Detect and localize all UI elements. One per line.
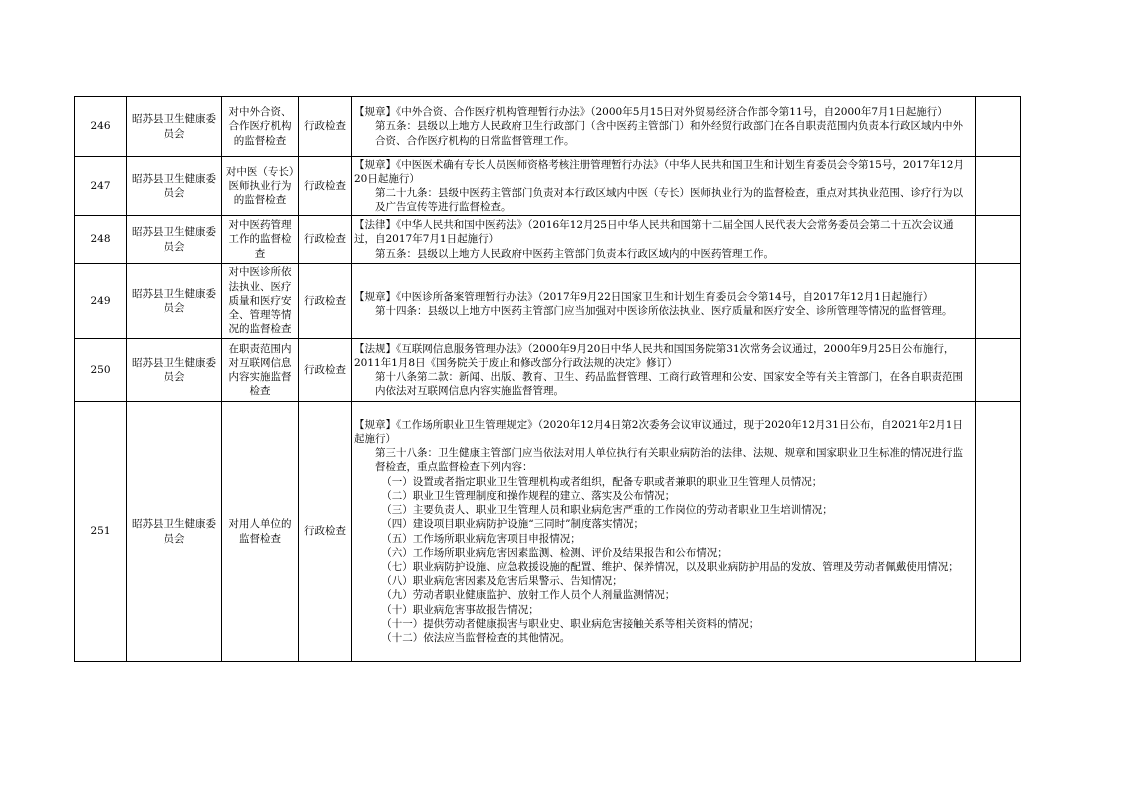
department-cell: 昭苏县卫生健康委员会 — [127, 97, 222, 157]
legal-basis-cell — [352, 402, 976, 662]
category-cell: 行政检查 — [299, 264, 352, 339]
department-cell: 昭苏县卫生健康委员会 — [127, 216, 222, 264]
remark-cell — [976, 97, 1021, 157]
remark-cell — [976, 157, 1021, 216]
table-row — [75, 157, 1021, 216]
basis-article: 第五条：县级以上地方人民政府中医药主管部门负责本行政区域内的中医药管理工作。 — [375, 247, 774, 260]
table-row — [75, 264, 1021, 339]
department-cell: 昭苏县卫生健康委员会 — [127, 157, 222, 216]
item-name-cell: 对用人单位的监督检查 — [222, 402, 299, 662]
department-cell: 昭苏县卫生健康委员会 — [127, 339, 222, 402]
item-name-cell: 对中医（专长）医师执业行为的监督检查 — [222, 157, 299, 216]
remark-cell — [976, 264, 1021, 339]
row-number: 248 — [75, 216, 127, 264]
basis-source: 【规章】《中外合资、合作医疗机构管理暂行办法》（2000年5月15日对外贸易经济合作部令第11号，自2000年7月1日起施行） — [354, 106, 948, 119]
table-row — [75, 97, 1021, 157]
legal-basis-cell — [352, 157, 976, 216]
legal-basis-cell — [352, 264, 976, 339]
basis-list-item: （二）职业卫生管理制度和操作规程的建立、落实及公布情况； — [381, 489, 676, 502]
row-number: 250 — [75, 339, 127, 402]
remark-cell — [976, 339, 1021, 402]
category-cell: 行政检查 — [299, 97, 352, 157]
basis-article: 第三十八条：卫生健康主管部门应当依法对用人单位执行有关职业病防治的法律、法规、规章和国家职业卫生标准的情况进行监督检查，重点监督检查下列内容： — [375, 447, 963, 474]
basis-source: 【规章】《中医诊所备案管理暂行办法》（2017年9月22日国家卫生和计划生育委员会令第14号，自2017年12月1日起施行） — [354, 290, 934, 303]
category-cell: 行政检查 — [299, 216, 352, 264]
row-number: 247 — [75, 157, 127, 216]
basis-source: 【法规】《互联网信息服务管理办法》（2000年9月20日中华人民共和国国务院第31次常务会议通过，2000年9月25日公布施行，2011年1月8日《国务院关于废止和修改部分行政法规的决定》修订） — [354, 342, 955, 369]
legal-basis-cell — [352, 97, 976, 157]
basis-source: 【规章】《工作场所职业卫生管理规定》（2020年12月4日第2次委务会议审议通过，现于2020年12月31日公布，自2021年2月1日起施行） — [354, 418, 963, 446]
basis-list-item: （六）工作场所职业病危害因素监测、检测、评价及结果报告和公布情况； — [381, 546, 728, 559]
category-cell: 行政检查 — [299, 402, 352, 662]
basis-list-item: （五）工作场所职业病危害项目申报情况； — [381, 532, 581, 545]
category-cell: 行政检查 — [299, 339, 352, 402]
row-number: 251 — [75, 402, 127, 662]
basis-list-item: （四）建设项目职业病防护设施“三同时”制度落实情况； — [381, 518, 645, 531]
item-name-cell: 对中医药管理工作的监督检查 — [222, 216, 299, 264]
basis-list-item: （三）主要负责人、职业卫生管理人员和职业病危害严重的工作岗位的劳动者职业卫生培训情况； — [381, 504, 833, 517]
table-row — [75, 339, 1021, 402]
basis-article: 第十四条：县级以上地方中医药主管部门应当加强对中医诊所依法执业、医疗质量和医疗安全、诊所管理等情况的监督管理。 — [375, 305, 953, 317]
basis-source: 【法律】《中华人民共和国中医药法》（2016年12月25日中华人民共和国第十二届全国人民代表大会常务委员会第二十五次会议通过，自2017年7月1日起施行） — [354, 219, 954, 246]
basis-source: 【规章】《中医医术确有专长人员医师资格考核注册管理暂行办法》（中华人民共和国卫生和计划生育委员会令第15号，2017年12月20日起施行） — [354, 158, 964, 185]
basis-list-item: （十二）依法应当监督检查的其他情况。 — [381, 631, 571, 644]
basis-article: 第十八条第二款：新闻、出版、教育、卫生、药品监督管理、工商行政管理和公安、国家安全等有关主管部门，在各自职责范围内依法对互联网信息内容实施监督管理。 — [375, 371, 963, 398]
table-row — [75, 216, 1021, 264]
table-row — [75, 402, 1021, 662]
legal-basis-cell — [352, 339, 976, 402]
basis-article: 第五条：县级以上地方人民政府卫生行政部门（含中医药主管部门）和外经贸行政部门在各自职责范围内负责本行政区域内中外合资、合作医疗机构的日常监督管理工作。 — [375, 120, 963, 147]
row-number: 249 — [75, 264, 127, 339]
basis-list-item: （十一）提供劳动者健康损害与职业史、职业病危害接触关系等相关资料的情况； — [381, 617, 760, 630]
remark-cell — [976, 402, 1021, 662]
row-number: 246 — [75, 97, 127, 157]
category-cell: 行政检查 — [299, 157, 352, 216]
basis-list-item: （一）设置或者指定职业卫生管理机构或者组织，配备专职或者兼职的职业卫生管理人员情况； — [381, 475, 823, 488]
basis-list-item: （十）职业病危害事故报告情况； — [381, 603, 539, 616]
remark-cell — [976, 216, 1021, 264]
item-name-cell: 对中外合资、合作医疗机构的监督检查 — [222, 97, 299, 157]
basis-list-item: （八）职业病危害因素及危害后果警示、告知情况； — [381, 575, 623, 588]
item-name-cell: 对中医诊所依法执业、医疗质量和医疗安全、管理等情况的监督检查 — [222, 264, 299, 339]
regulation-table — [74, 96, 1021, 662]
department-cell: 昭苏县卫生健康委员会 — [127, 264, 222, 339]
basis-article: 第二十九条：县级中医药主管部门负责对本行政区域内中医（专长）医师执业行为的监督检查，重点对其执业范围、诊疗行为以及广告宣传等进行监督检查。 — [375, 187, 963, 214]
department-cell: 昭苏县卫生健康委员会 — [127, 402, 222, 662]
item-name-cell: 在职责范围内对互联网信息内容实施监督检查 — [222, 339, 299, 402]
legal-basis-cell — [352, 216, 976, 264]
basis-list-item: （七）职业病防护设施、应急救援设施的配置、维护、保养情况，以及职业病防护用品的发放、管理及劳动者佩戴使用情况； — [381, 560, 959, 573]
basis-list-item: （九）劳动者职业健康监护、放射工作人员个人剂量监测情况； — [381, 589, 676, 602]
